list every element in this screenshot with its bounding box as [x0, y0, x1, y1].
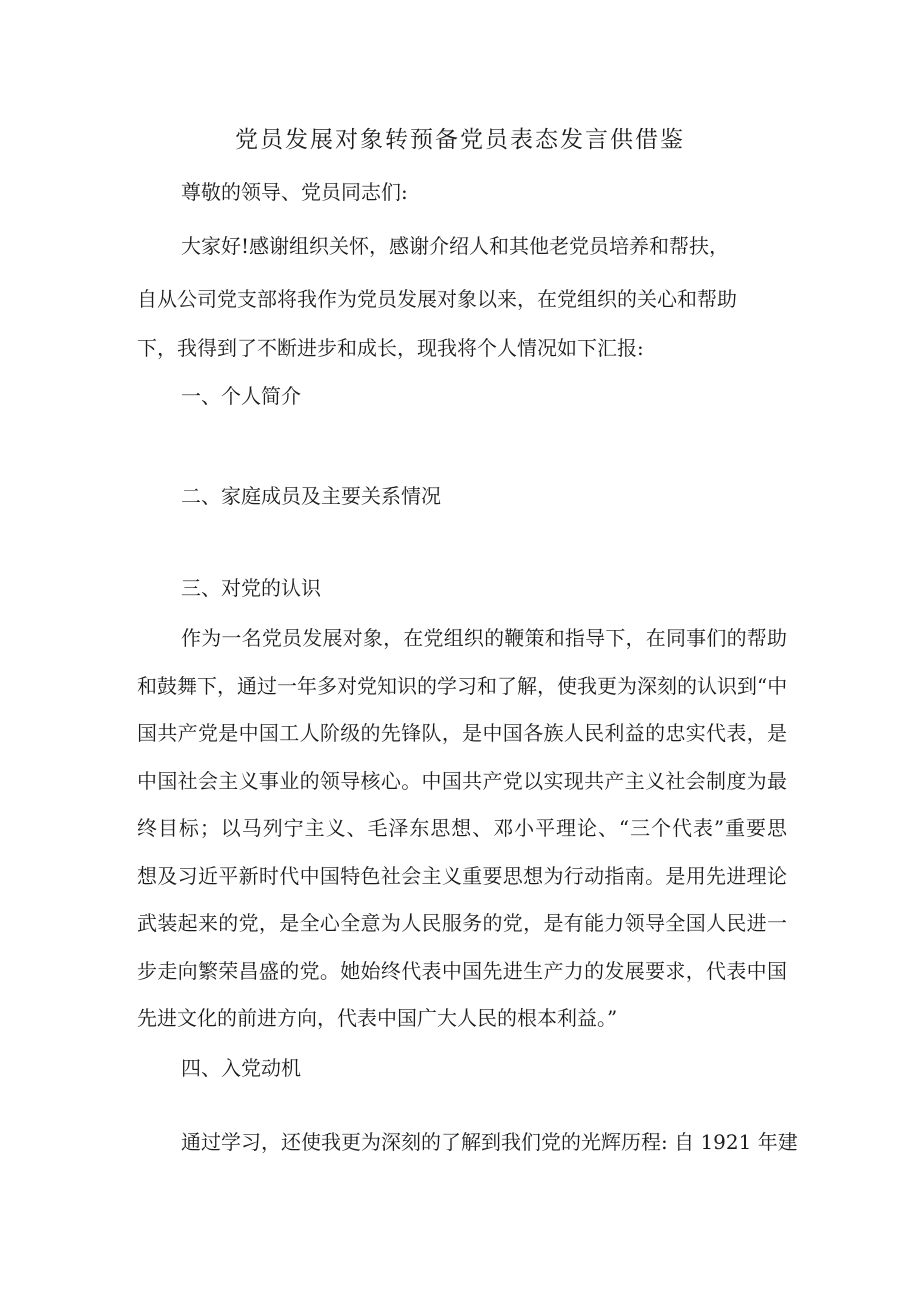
section4-line-1: 通过学习，还使我更为深刻的了解到我们党的光辉历程: 自 1921 年建: [181, 1130, 798, 1154]
section3-line-6: 想及习近平新时代中国特色社会主义重要思想为行动指南。是用先进理论: [137, 864, 787, 888]
section3-line-2: 和鼓舞下，通过一年多对党知识的学习和了解，使我更为深刻的认识到“中: [137, 674, 788, 698]
opening-line-2: 自从公司党支部将我作为党员发展对象以来，在党组织的关心和帮助: [137, 287, 737, 311]
section3-line-7: 武装起来的党，是全心全意为人民服务的党，是有能力领导全国人民进一: [137, 911, 787, 935]
document-title: 党员发展对象转预备党员表态发言供借鉴: [235, 127, 685, 153]
section3-line-4: 中国社会主义事业的领导核心。中国共产党以实现共产主义社会制度为最: [137, 769, 787, 793]
section3-line-1: 作为一名党员发展对象，在党组织的鞭策和指导下，在同事们的帮助: [181, 626, 787, 650]
section-heading-2: 二、家庭成员及主要关系情况: [181, 484, 441, 508]
section3-line-5: 终目标；以马列宁主义、毛泽东思想、邓小平理论、“三个代表”重要思: [137, 816, 787, 840]
opening-line-3: 下，我得到了不断进步和成长，现我将个人情况如下汇报:: [137, 336, 644, 360]
section3-line-8: 步走向繁荣昌盛的党。她始终代表中国先进生产力的发展要求，代表中国: [137, 959, 787, 983]
opening-line-1: 大家好!感谢组织关怀，感谢介绍人和其他老党员培养和帮扶，: [181, 234, 730, 258]
section3-line-3: 国共产党是中国工人阶级的先锋队，是中国各族人民利益的忠实代表，是: [137, 721, 787, 745]
section-heading-4: 四、入党动机: [181, 1056, 301, 1080]
section3-line-9: 先进文化的前进方向，代表中国广大人民的根本利益。”: [137, 1006, 618, 1030]
salutation: 尊敬的领导、党员同志们:: [181, 180, 408, 204]
section-heading-1: 一、个人简介: [181, 384, 301, 408]
section-heading-3: 三、对党的认识: [181, 576, 321, 600]
